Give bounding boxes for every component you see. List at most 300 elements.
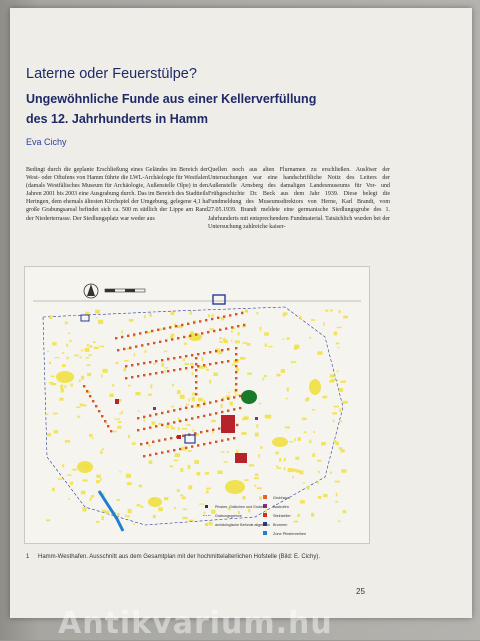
- post-hole: [189, 335, 191, 337]
- archaeological-feature: [186, 424, 190, 426]
- archaeological-feature: [231, 330, 233, 332]
- archaeological-feature: [70, 482, 73, 485]
- archaeological-feature: [153, 363, 156, 365]
- archaeological-feature: [302, 418, 307, 421]
- archaeological-feature-large: [56, 371, 74, 383]
- post-hole: [195, 393, 197, 395]
- archaeological-feature-large: [77, 461, 93, 473]
- archaeological-feature: [135, 392, 140, 395]
- archaeological-feature: [241, 432, 246, 435]
- post-hole: [173, 449, 175, 451]
- archaeological-feature: [121, 411, 123, 414]
- archaeological-feature: [164, 497, 168, 500]
- archaeological-feature: [76, 407, 81, 408]
- archaeological-feature: [47, 351, 49, 352]
- post-hole: [209, 413, 211, 415]
- post-hole: [165, 339, 167, 341]
- archaeological-feature-large: [225, 480, 245, 494]
- archaeological-feature: [85, 348, 90, 352]
- post-hole: [205, 319, 207, 321]
- archaeological-feature: [294, 345, 299, 349]
- archaeological-feature: [287, 387, 289, 391]
- archaeological-feature: [232, 364, 235, 366]
- post-hole: [235, 389, 237, 391]
- archaeological-feature: [286, 398, 288, 400]
- post-hole: [170, 437, 172, 439]
- archaeological-feature: [330, 472, 332, 474]
- legend-label: Brunnen: [273, 523, 288, 527]
- oven: [153, 407, 156, 410]
- body-column-2: [208, 166, 390, 231]
- archaeological-feature: [148, 394, 152, 396]
- archaeological-feature: [221, 451, 225, 453]
- archaeological-feature: [276, 466, 279, 467]
- legend-swatch: [205, 505, 208, 508]
- archaeological-feature: [188, 398, 190, 402]
- archaeological-feature: [312, 409, 315, 411]
- archaeological-feature: [49, 362, 51, 364]
- archaeological-feature: [201, 357, 203, 361]
- archaeological-feature: [334, 406, 340, 408]
- post-hole: [191, 405, 193, 407]
- archaeological-feature: [249, 464, 254, 466]
- archaeological-feature: [277, 467, 281, 469]
- post-hole: [195, 381, 197, 383]
- archaeological-feature: [96, 521, 99, 523]
- archaeological-feature: [194, 460, 199, 464]
- archaeological-feature: [95, 310, 100, 314]
- archaeological-feature: [71, 384, 73, 387]
- archaeological-feature: [294, 521, 299, 523]
- archaeological-feature: [152, 421, 156, 425]
- archaeological-feature: [52, 488, 55, 492]
- post-hole: [117, 349, 119, 351]
- archaeological-feature: [247, 373, 252, 375]
- archaeological-feature: [190, 363, 193, 366]
- post-hole: [200, 431, 202, 433]
- archaeological-feature: [277, 374, 281, 377]
- archaeological-feature: [180, 495, 183, 497]
- archaeological-feature: [213, 373, 218, 377]
- archaeological-feature: [255, 473, 258, 476]
- archaeological-feature: [303, 482, 305, 483]
- archaeological-feature: [52, 342, 56, 345]
- post-hole: [143, 416, 145, 418]
- archaeological-feature: [83, 480, 88, 482]
- archaeological-feature: [101, 510, 105, 513]
- archaeological-feature: [124, 367, 127, 371]
- archaeological-feature: [54, 357, 59, 358]
- archaeological-feature: [206, 369, 209, 371]
- archaeological-feature: [81, 491, 86, 495]
- archaeological-feature: [159, 328, 163, 330]
- archaeological-feature: [255, 433, 259, 437]
- post-hole: [212, 429, 214, 431]
- archaeological-feature: [254, 477, 259, 479]
- archaeological-feature: [338, 521, 341, 522]
- post-hole: [161, 359, 163, 361]
- archaeological-feature-large: [148, 497, 162, 507]
- archaeological-feature: [126, 474, 131, 478]
- post-hole: [221, 361, 223, 363]
- archaeological-feature: [297, 514, 300, 517]
- post-hole: [225, 327, 227, 329]
- oven: [255, 417, 258, 420]
- post-hole: [104, 420, 106, 422]
- archaeological-feature: [332, 412, 337, 414]
- archaeological-feature: [177, 489, 180, 492]
- archaeological-feature: [223, 338, 226, 341]
- post-hole: [146, 442, 148, 444]
- archaeological-feature: [149, 460, 153, 464]
- archaeological-feature: [243, 342, 247, 344]
- archaeological-feature: [231, 340, 233, 342]
- archaeological-feature: [218, 471, 223, 474]
- archaeological-feature: [219, 341, 223, 343]
- archaeological-feature: [98, 320, 103, 324]
- post-hole: [203, 415, 205, 417]
- post-hole: [235, 347, 237, 349]
- archaeological-feature: [164, 367, 168, 368]
- archaeological-feature: [221, 404, 223, 408]
- post-hole: [211, 318, 213, 320]
- archaeological-feature: [153, 515, 156, 518]
- archaeological-feature: [245, 310, 248, 312]
- archaeological-feature: [208, 314, 210, 317]
- post-hole: [206, 430, 208, 432]
- post-hole: [173, 409, 175, 411]
- post-hole: [223, 315, 225, 317]
- post-hole: [243, 324, 245, 326]
- archaeological-feature: [171, 406, 174, 407]
- page-number: 25: [356, 587, 365, 596]
- archaeological-feature: [227, 451, 229, 453]
- archaeological-feature: [309, 337, 311, 339]
- archaeological-feature: [114, 419, 120, 420]
- excavation-plan-map: [25, 267, 369, 543]
- archaeological-feature: [158, 507, 163, 511]
- archaeological-feature: [166, 425, 169, 429]
- post-hole: [127, 335, 129, 337]
- post-hole: [143, 362, 145, 364]
- post-hole: [235, 377, 237, 379]
- post-hole: [215, 362, 217, 364]
- post-hole: [203, 364, 205, 366]
- archaeological-feature: [188, 485, 192, 489]
- archaeological-feature: [92, 438, 94, 439]
- post-hole: [179, 420, 181, 422]
- well: [185, 435, 195, 443]
- post-hole: [215, 441, 217, 443]
- archaeological-feature: [147, 332, 151, 334]
- archaeological-feature: [192, 397, 195, 401]
- post-hole: [89, 395, 91, 397]
- archaeological-feature: [62, 464, 64, 467]
- archaeological-feature: [265, 509, 267, 513]
- archaeological-feature: [259, 497, 262, 500]
- post-hole: [235, 353, 237, 355]
- pit: [115, 399, 119, 404]
- archaeological-feature: [311, 319, 315, 321]
- post-hole: [145, 331, 147, 333]
- post-hole: [139, 332, 141, 334]
- archaeological-feature: [64, 386, 66, 388]
- archaeological-feature: [117, 513, 120, 516]
- archaeological-feature: [80, 404, 84, 406]
- post-hole: [161, 412, 163, 414]
- archaeological-feature: [317, 460, 322, 462]
- post-hole: [159, 341, 161, 343]
- archaeological-feature: [336, 493, 338, 497]
- archaeological-feature: [177, 390, 181, 394]
- archaeological-feature: [212, 431, 214, 433]
- archaeological-feature: [117, 426, 121, 429]
- post-hole: [121, 336, 123, 338]
- archaeological-feature: [343, 316, 348, 319]
- archaeological-feature: [211, 420, 216, 422]
- archaeological-feature: [295, 457, 299, 460]
- archaeological-feature: [66, 357, 68, 360]
- post-hole: [163, 327, 165, 329]
- legend-label: Zone Pfostenreihen: [273, 532, 307, 536]
- archaeological-feature: [335, 481, 340, 483]
- post-hole: [233, 437, 235, 439]
- archaeological-feature: [144, 315, 146, 318]
- post-hole: [215, 350, 217, 352]
- post-hole: [191, 417, 193, 419]
- archaeological-feature: [198, 398, 203, 402]
- archaeological-feature: [74, 355, 79, 357]
- post-hole: [95, 405, 97, 407]
- archaeological-feature: [294, 438, 296, 441]
- archaeological-feature: [61, 388, 64, 392]
- archaeological-feature: [68, 498, 70, 499]
- archaeological-feature: [289, 441, 293, 442]
- archaeological-feature: [204, 366, 208, 368]
- archaeological-feature: [112, 384, 114, 386]
- archaeological-feature: [219, 337, 222, 339]
- post-hole: [137, 417, 139, 419]
- archaeological-feature: [335, 501, 337, 503]
- archaeological-feature: [275, 452, 279, 455]
- post-hole: [92, 400, 94, 402]
- archaeological-feature: [51, 376, 55, 377]
- archaeological-feature: [337, 370, 339, 372]
- archaeological-feature: [100, 478, 102, 481]
- legend-label: Steinkeller: [273, 514, 291, 518]
- archaeological-feature: [110, 394, 114, 397]
- post-hole: [195, 387, 197, 389]
- archaeological-feature: [49, 315, 52, 319]
- archaeological-feature: [93, 341, 96, 343]
- post-hole: [235, 365, 237, 367]
- post-hole: [183, 336, 185, 338]
- post-hole: [153, 342, 155, 344]
- post-hole: [239, 407, 241, 409]
- archaeological-feature: [68, 333, 70, 334]
- post-hole: [182, 435, 184, 437]
- archaeological-feature: [300, 316, 302, 320]
- archaeological-feature: [102, 369, 107, 373]
- archaeological-feature: [139, 485, 142, 488]
- archaeological-feature: [334, 332, 337, 336]
- archaeological-feature: [53, 413, 58, 415]
- archaeological-feature: [311, 513, 314, 517]
- archaeological-feature: [121, 330, 123, 334]
- post-hole: [227, 398, 229, 400]
- post-hole: [155, 413, 157, 415]
- archaeological-feature: [186, 404, 189, 406]
- archaeological-feature: [336, 343, 340, 345]
- legend-label: Pfosten, Gräbchen und Gruben: [215, 505, 265, 509]
- post-hole: [209, 351, 211, 353]
- post-hole: [149, 454, 151, 456]
- post-hole: [83, 385, 85, 387]
- post-hole: [197, 416, 199, 418]
- post-hole: [155, 372, 157, 374]
- archaeological-feature: [62, 364, 66, 367]
- archaeological-feature: [307, 397, 309, 400]
- post-hole: [107, 425, 109, 427]
- archaeological-feature: [188, 450, 192, 452]
- archaeological-feature: [224, 461, 228, 462]
- archaeological-feature: [192, 430, 194, 432]
- archaeological-feature: [180, 395, 185, 399]
- post-hole: [241, 312, 243, 314]
- archaeological-feature: [287, 337, 290, 340]
- archaeological-feature: [322, 396, 327, 399]
- post-hole: [155, 360, 157, 362]
- archaeological-feature: [96, 317, 98, 318]
- archaeological-feature-large: [272, 437, 288, 447]
- archaeological-feature: [341, 449, 345, 452]
- archaeological-feature: [164, 351, 167, 352]
- post-hole: [167, 450, 169, 452]
- archaeological-feature: [45, 414, 48, 415]
- post-hole: [195, 357, 197, 359]
- post-hole: [140, 443, 142, 445]
- post-hole: [227, 410, 229, 412]
- post-hole: [185, 407, 187, 409]
- archaeological-feature: [279, 458, 281, 461]
- archaeological-feature: [312, 454, 315, 457]
- archaeological-feature: [323, 323, 325, 326]
- archaeological-feature: [102, 449, 105, 451]
- post-hole: [158, 439, 160, 441]
- archaeological-feature: [296, 470, 300, 473]
- post-hole: [161, 424, 163, 426]
- archaeological-feature: [197, 472, 201, 476]
- archaeological-feature: [288, 468, 293, 472]
- archaeological-feature: [183, 517, 188, 519]
- archaeological-feature: [113, 431, 117, 433]
- post-hole: [203, 352, 205, 354]
- archaeological-feature: [330, 309, 333, 311]
- archaeological-feature: [236, 450, 238, 454]
- post-hole: [235, 313, 237, 315]
- post-hole: [215, 400, 217, 402]
- post-hole: [185, 419, 187, 421]
- archaeological-feature: [119, 471, 121, 472]
- post-hole: [237, 325, 239, 327]
- archaeological-feature: [247, 343, 251, 346]
- archaeological-feature: [115, 362, 118, 364]
- archaeological-feature: [318, 496, 322, 499]
- post-hole: [125, 365, 127, 367]
- archaeological-feature: [82, 507, 86, 511]
- archaeological-feature: [88, 354, 92, 356]
- archaeological-feature: [80, 356, 82, 358]
- legend-label: Grabungsgrenze: [215, 514, 242, 518]
- post-hole: [187, 323, 189, 325]
- post-hole: [135, 345, 137, 347]
- post-hole: [221, 399, 223, 401]
- post-hole: [199, 320, 201, 322]
- post-hole: [185, 355, 187, 357]
- archaeological-feature: [330, 380, 334, 383]
- archaeological-feature: [132, 442, 136, 445]
- archaeological-feature: [128, 509, 132, 513]
- archaeological-feature: [264, 375, 267, 377]
- archaeological-feature: [182, 428, 187, 430]
- archaeological-feature: [257, 487, 262, 489]
- post-hole: [151, 330, 153, 332]
- archaeological-feature: [230, 402, 233, 406]
- archaeological-feature: [337, 327, 342, 328]
- archaeological-feature: [188, 465, 191, 469]
- archaeological-feature: [304, 431, 307, 433]
- post-hole: [197, 444, 199, 446]
- post-hole: [209, 442, 211, 444]
- archaeological-feature: [172, 384, 174, 387]
- archaeological-feature: [333, 420, 335, 422]
- archaeological-feature: [325, 310, 328, 312]
- archaeological-feature: [137, 504, 141, 506]
- archaeological-feature: [170, 426, 173, 428]
- post-hole: [227, 348, 229, 350]
- post-hole: [191, 354, 193, 356]
- post-hole: [131, 376, 133, 378]
- archaeological-feature: [313, 431, 315, 433]
- archaeological-feature: [341, 469, 346, 472]
- archaeological-feature: [248, 509, 250, 513]
- archaeological-feature: [67, 474, 71, 476]
- archaeological-feature: [211, 314, 214, 316]
- post-hole: [179, 408, 181, 410]
- post-hole: [149, 373, 151, 375]
- archaeological-feature: [203, 512, 205, 514]
- archaeological-feature: [260, 446, 263, 448]
- scale-bar-segment: [125, 289, 135, 292]
- archaeological-feature: [256, 312, 258, 314]
- archaeological-feature: [65, 322, 68, 325]
- post-hole: [203, 403, 205, 405]
- post-hole: [209, 363, 211, 365]
- archaeological-feature: [133, 336, 135, 338]
- archaeological-feature: [183, 509, 187, 510]
- archaeological-feature: [174, 507, 176, 509]
- archaeological-feature: [244, 479, 249, 481]
- post-hole: [164, 438, 166, 440]
- archaeological-feature: [199, 366, 204, 369]
- archaeological-feature: [254, 485, 256, 487]
- archaeological-feature: [99, 346, 104, 347]
- archaeological-feature: [70, 340, 72, 342]
- archaeological-feature: [339, 310, 341, 313]
- post-hole: [175, 325, 177, 327]
- archaeological-feature: [292, 476, 294, 478]
- archaeological-feature: [260, 327, 262, 331]
